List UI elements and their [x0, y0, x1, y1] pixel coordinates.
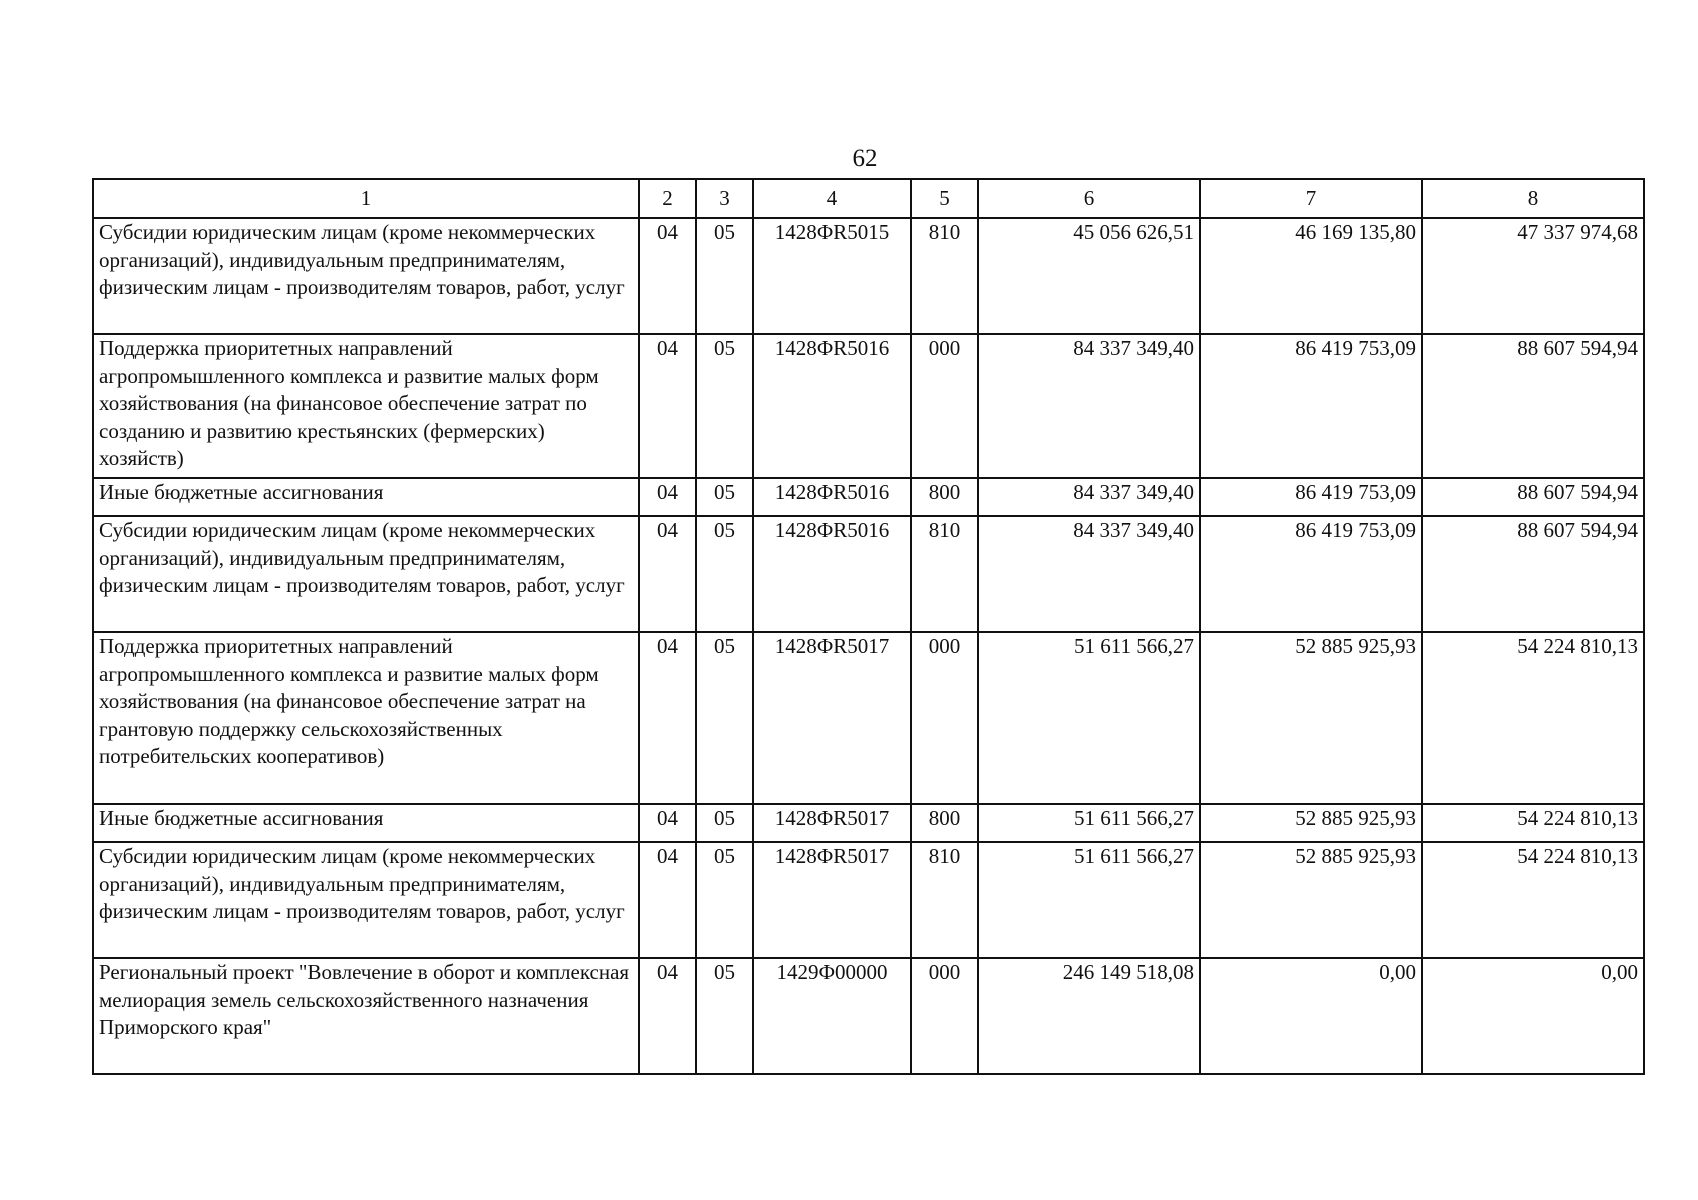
amount-col-6: 84 337 349,40 [978, 334, 1200, 478]
amount-col-8: 54 224 810,13 [1422, 632, 1644, 804]
amount-col-8: 54 224 810,13 [1422, 804, 1644, 842]
section-code: 04 [639, 958, 696, 1074]
amount-col-6: 84 337 349,40 [978, 478, 1200, 516]
header-cell: 8 [1422, 179, 1644, 218]
table-row [93, 218, 1644, 334]
amount-col-8: 88 607 594,94 [1422, 334, 1644, 478]
header-cell: 2 [639, 179, 696, 218]
expense-type-code: 810 [911, 516, 978, 632]
section-code: 04 [639, 804, 696, 842]
table-row [93, 516, 1644, 632]
row-name: Поддержка приоритетных направлений агропромышленного комплекса и развитие малых форм хозяйствования (на финансовое обеспечение затрат по созданию и развитию крестьянских (фермерских) хозяйств) [93, 334, 639, 478]
section-code: 04 [639, 632, 696, 804]
row-name: Иные бюджетные ассигнования [93, 804, 639, 842]
amount-col-6: 45 056 626,51 [978, 218, 1200, 334]
header-cell: 7 [1200, 179, 1422, 218]
amount-col-8: 0,00 [1422, 958, 1644, 1074]
header-row [93, 179, 1644, 218]
subsection-code: 05 [696, 958, 753, 1074]
section-code: 04 [639, 842, 696, 958]
table-row [93, 334, 1644, 478]
amount-col-6: 51 611 566,27 [978, 804, 1200, 842]
amount-col-8: 54 224 810,13 [1422, 842, 1644, 958]
amount-col-7: 52 885 925,93 [1200, 632, 1422, 804]
expense-type-code: 810 [911, 842, 978, 958]
amount-col-7: 46 169 135,80 [1200, 218, 1422, 334]
amount-col-7: 52 885 925,93 [1200, 804, 1422, 842]
target-article-code: 1428ФR5016 [753, 334, 911, 478]
amount-col-6: 246 149 518,08 [978, 958, 1200, 1074]
amount-col-6: 51 611 566,27 [978, 842, 1200, 958]
target-article-code: 1428ФR5015 [753, 218, 911, 334]
subsection-code: 05 [696, 478, 753, 516]
expense-type-code: 000 [911, 958, 978, 1074]
expense-type-code: 810 [911, 218, 978, 334]
amount-col-7: 86 419 753,09 [1200, 478, 1422, 516]
section-code: 04 [639, 218, 696, 334]
expense-type-code: 800 [911, 478, 978, 516]
amount-col-8: 88 607 594,94 [1422, 478, 1644, 516]
row-name: Субсидии юридическим лицам (кроме некоммерческих организаций), индивидуальным предпринимателям, физическим лицам - производителям товаров, работ, услуг [93, 218, 639, 334]
row-name: Субсидии юридическим лицам (кроме некоммерческих организаций), индивидуальным предпринимателям, физическим лицам - производителям товаров, работ, услуг [93, 516, 639, 632]
budget-table [92, 178, 1645, 1075]
subsection-code: 05 [696, 804, 753, 842]
amount-col-7: 0,00 [1200, 958, 1422, 1074]
target-article-code: 1428ФR5017 [753, 804, 911, 842]
header-cell: 4 [753, 179, 911, 218]
header-cell: 1 [93, 179, 639, 218]
row-name: Субсидии юридическим лицам (кроме некоммерческих организаций), индивидуальным предпринимателям, физическим лицам - производителям товаров, работ, услуг [93, 842, 639, 958]
subsection-code: 05 [696, 516, 753, 632]
amount-col-7: 52 885 925,93 [1200, 842, 1422, 958]
table-row [93, 632, 1644, 804]
subsection-code: 05 [696, 218, 753, 334]
target-article-code: 1428ФR5017 [753, 842, 911, 958]
row-name: Региональный проект "Вовлечение в оборот и комплексная мелиорация земель сельскохозяйственного назначения Приморского края" [93, 958, 639, 1074]
table-row [93, 842, 1644, 958]
target-article-code: 1428ФR5017 [753, 632, 911, 804]
target-article-code: 1428ФR5016 [753, 516, 911, 632]
amount-col-6: 51 611 566,27 [978, 632, 1200, 804]
section-code: 04 [639, 478, 696, 516]
expense-type-code: 800 [911, 804, 978, 842]
row-name: Поддержка приоритетных направлений агропромышленного комплекса и развитие малых форм хозяйствования (на финансовое обеспечение затрат на грантовую поддержку сельскохозяйственных потребительских кооперативов) [93, 632, 639, 804]
amount-col-8: 47 337 974,68 [1422, 218, 1644, 334]
subsection-code: 05 [696, 842, 753, 958]
expense-type-code: 000 [911, 632, 978, 804]
amount-col-7: 86 419 753,09 [1200, 516, 1422, 632]
page-number: 62 [852, 145, 878, 172]
subsection-code: 05 [696, 632, 753, 804]
table-row [93, 478, 1644, 516]
section-code: 04 [639, 516, 696, 632]
amount-col-7: 86 419 753,09 [1200, 334, 1422, 478]
header-cell: 3 [696, 179, 753, 218]
table-row [93, 958, 1644, 1074]
target-article-code: 1429Ф00000 [753, 958, 911, 1074]
row-name: Иные бюджетные ассигнования [93, 478, 639, 516]
expense-type-code: 000 [911, 334, 978, 478]
header-cell: 6 [978, 179, 1200, 218]
subsection-code: 05 [696, 334, 753, 478]
section-code: 04 [639, 334, 696, 478]
amount-col-8: 88 607 594,94 [1422, 516, 1644, 632]
amount-col-6: 84 337 349,40 [978, 516, 1200, 632]
table-row [93, 804, 1644, 842]
target-article-code: 1428ФR5016 [753, 478, 911, 516]
header-cell: 5 [911, 179, 978, 218]
